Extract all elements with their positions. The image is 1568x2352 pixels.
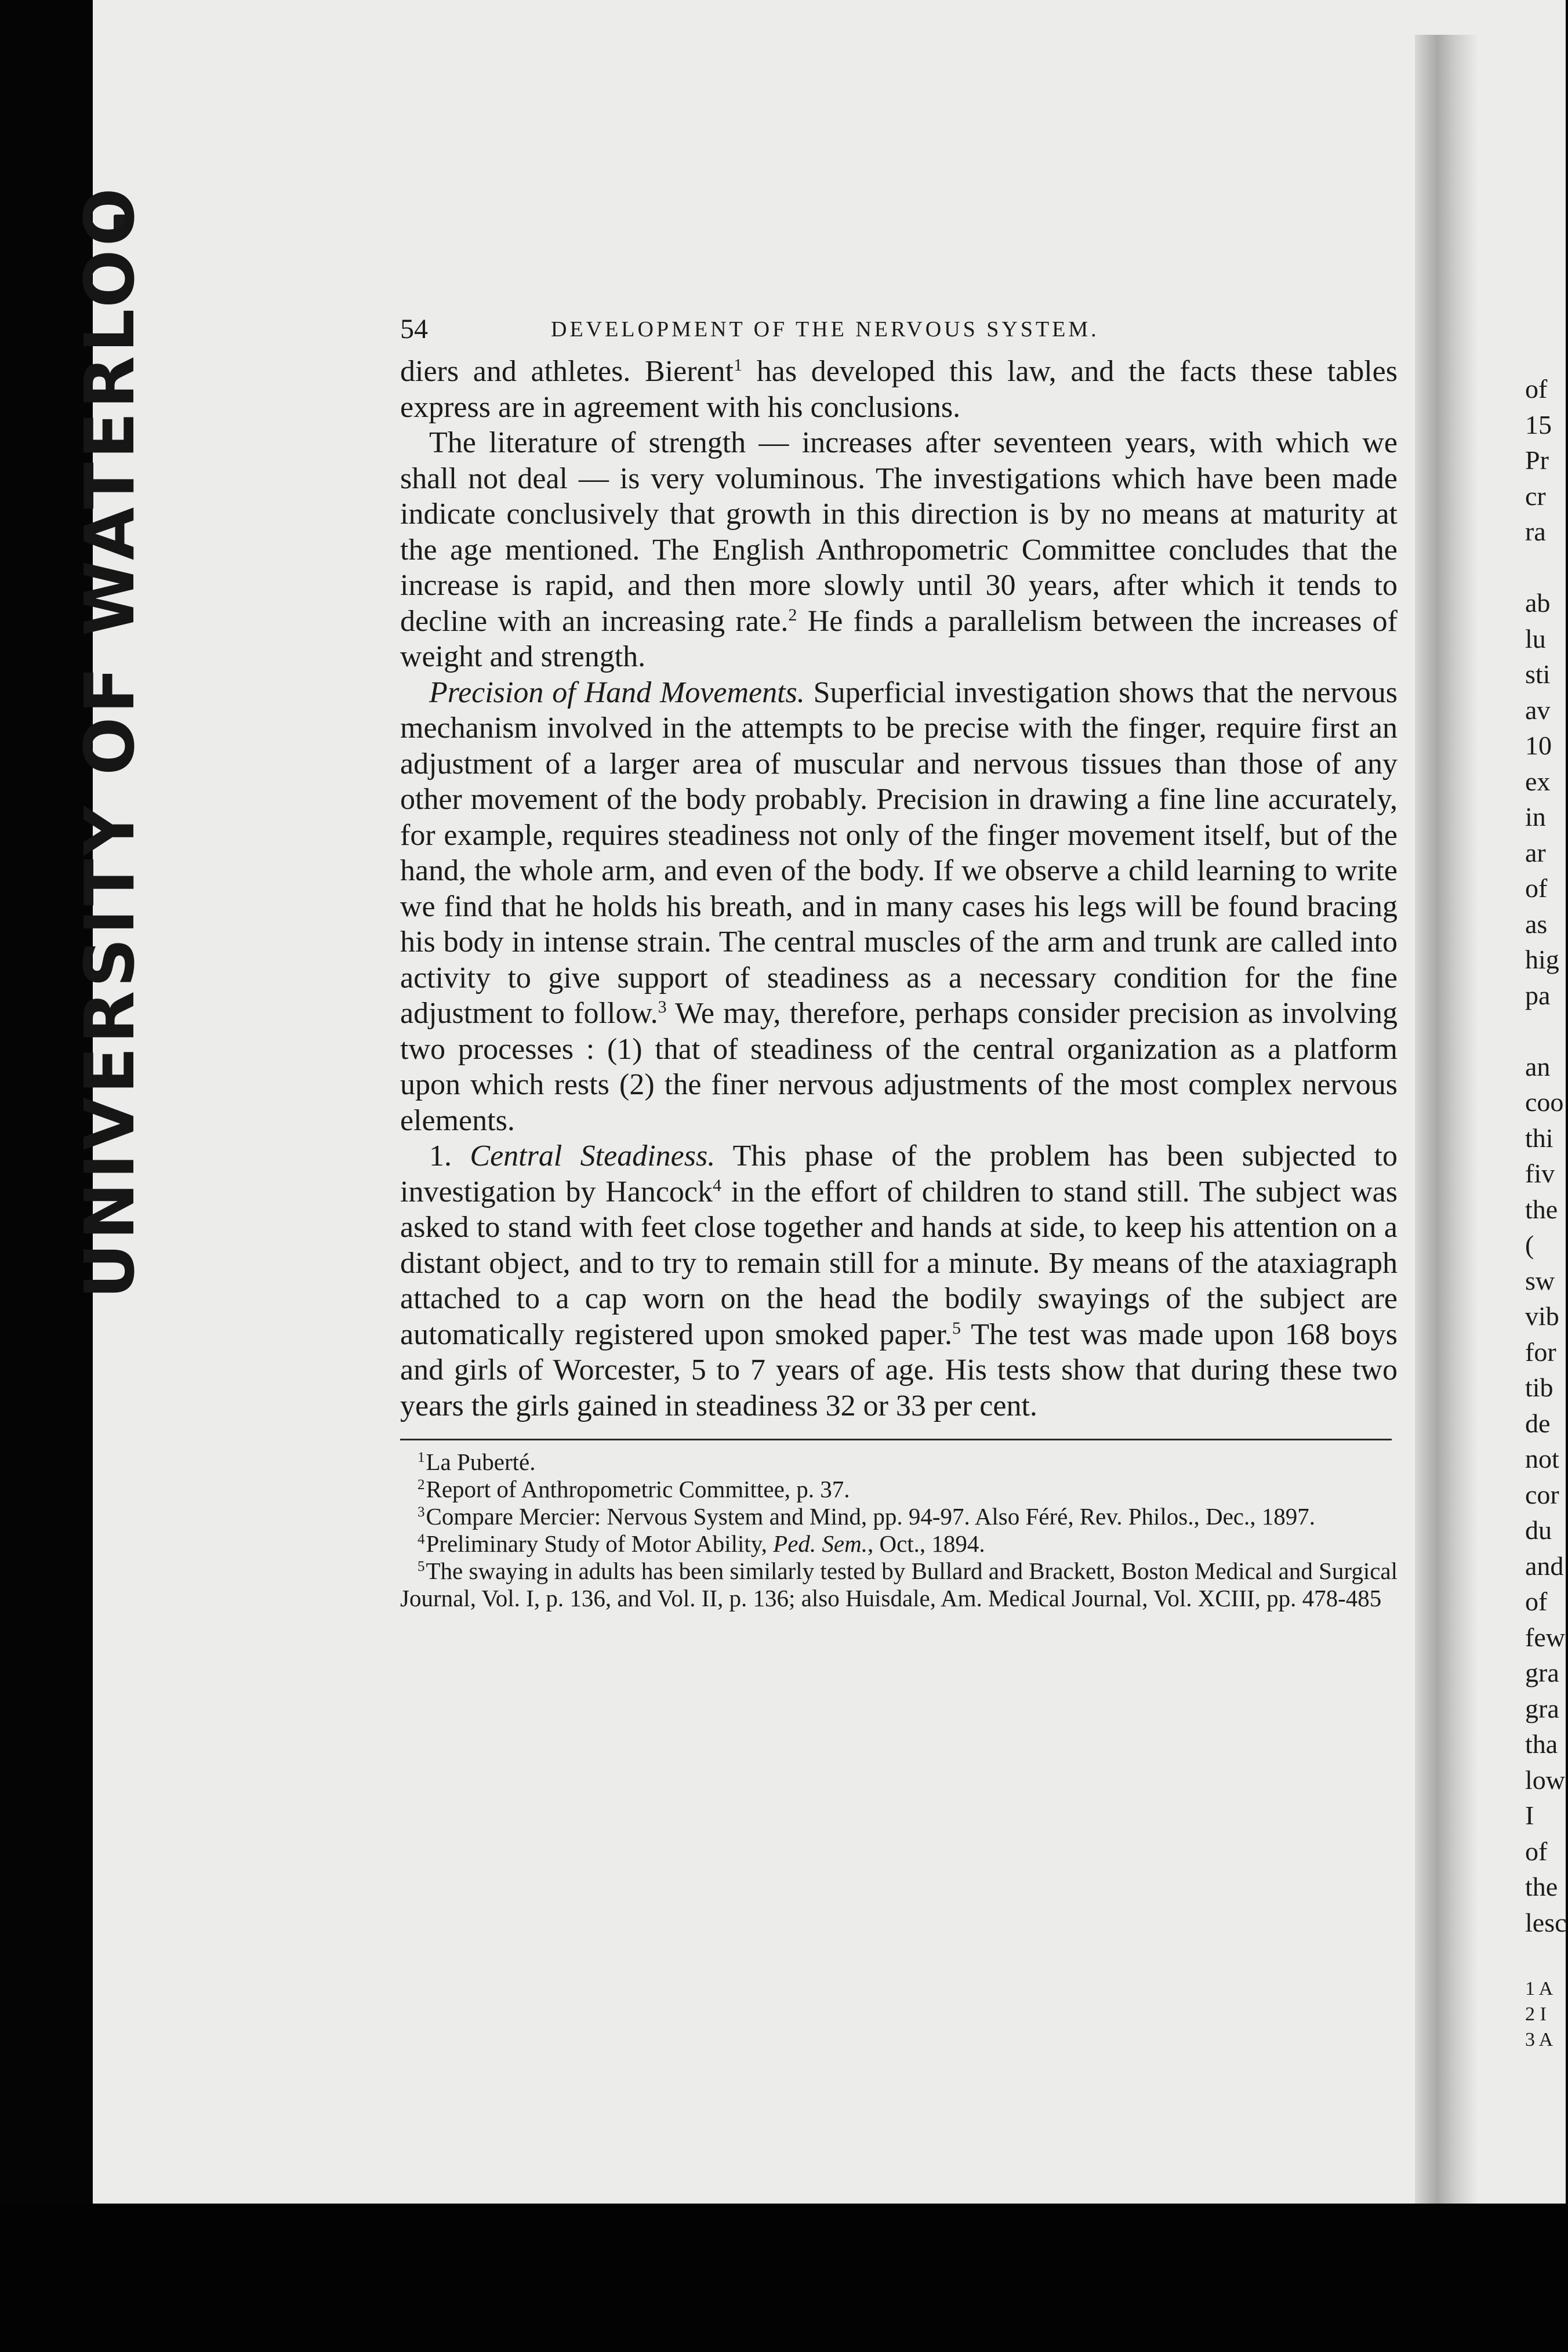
facing-page-fragment: vib	[1525, 1301, 1559, 1331]
facing-page-fragment: the	[1525, 1194, 1558, 1224]
footnote-text: La Puberté.	[426, 1449, 536, 1475]
page-column	[400, 313, 1398, 1612]
facing-page-fragment: sti	[1525, 659, 1551, 689]
footnote-text: Report of Anthropometric Committee, p. 37.	[426, 1476, 850, 1502]
paragraph-2	[400, 425, 1398, 675]
facing-page-fragment: fiv	[1525, 1159, 1555, 1188]
facing-page-fragment: 15	[1525, 409, 1552, 440]
section-heading: Central Steadiness.	[470, 1139, 716, 1173]
facing-page-fragment: hig	[1525, 945, 1559, 974]
facing-page-fragment: Pr	[1525, 445, 1549, 475]
footnote-text: Preliminary Study of Motor Ability,	[426, 1530, 774, 1557]
facing-page-fragment: ra	[1525, 517, 1546, 546]
facing-page-fragment: lu	[1525, 623, 1546, 654]
facing-page-fragment: of	[1525, 1587, 1548, 1616]
footnote-4	[400, 1530, 1398, 1558]
page-number: 54	[400, 314, 428, 344]
facing-page-fragment: few	[1525, 1622, 1565, 1652]
facing-page-fragment: du	[1525, 1515, 1552, 1545]
note-ref: 1	[734, 355, 743, 375]
facing-page-fragment: tha	[1525, 1729, 1558, 1759]
facing-page-footnote-fragment: 2 I	[1525, 2003, 1547, 2025]
scan-border	[0, 2204, 1568, 2352]
running-head	[400, 313, 1398, 354]
facing-page-fragment: lesc	[1525, 1907, 1567, 1937]
footnote-number: 2	[418, 1477, 425, 1493]
footnote-text: Compare Mercier: Nervous System and Mind, pp. 94-97. Also Féré, Rev. Philos., Dec., 1897.	[426, 1503, 1315, 1530]
note-ref: 5	[952, 1318, 961, 1338]
footnote-number: 3	[418, 1504, 425, 1520]
facing-page-fragment: of	[1525, 873, 1548, 903]
facing-page-fragment: an	[1525, 1051, 1551, 1081]
footnote-number: 1	[418, 1450, 425, 1465]
facing-page-fragment: cor	[1525, 1479, 1559, 1509]
text-run: The test was made upon 168 boys and girls of Worcester, 5 to 7 years of age. His tests show that during these two years the girls gained in steadiness 32 or 33 per cent.	[400, 1317, 1398, 1422]
facing-page-fragment: cr	[1525, 481, 1546, 511]
footnote-text: , Oct., 1894.	[867, 1530, 985, 1557]
footnote-3	[400, 1503, 1398, 1530]
footnote-number: 4	[418, 1531, 425, 1547]
facing-page-fragment: I	[1525, 1801, 1534, 1830]
facing-page-fragment: of	[1525, 1836, 1548, 1866]
footnote-5	[400, 1558, 1398, 1612]
facing-page-fragment: low	[1525, 1765, 1565, 1795]
note-ref: 2	[788, 605, 797, 625]
facing-page-fragment: as	[1525, 909, 1548, 939]
facing-page-fragment: of	[1525, 374, 1548, 404]
facing-page-fragment: (	[1525, 1230, 1534, 1260]
paragraph-4	[400, 1138, 1398, 1424]
facing-page-footnote-fragment: 1 A	[1525, 1977, 1554, 1999]
facing-page-fragment: pa	[1525, 980, 1551, 1010]
facing-page-fragment: in	[1525, 802, 1546, 832]
section-heading: Precision of Hand Movements.	[429, 676, 805, 709]
facing-page-fragment: de	[1525, 1408, 1551, 1438]
facing-page-fragment: sw	[1525, 1265, 1555, 1295]
journal-title: Ped. Sem.	[773, 1530, 868, 1557]
section-number: 1.	[429, 1139, 452, 1173]
facing-page-fragment	[1525, 1013, 1568, 1049]
note-ref: 4	[712, 1175, 721, 1195]
facing-page-fragment: ar	[1525, 837, 1546, 868]
facing-page-fragment: tib	[1525, 1373, 1554, 1402]
facing-page-fragment: and	[1525, 1551, 1564, 1581]
facing-page-fragment: coo	[1525, 1087, 1564, 1117]
facing-page-fragment: ab	[1525, 588, 1551, 618]
facing-page-spacer	[1525, 1940, 1568, 1976]
text-run: The literature of strength — increases after seventeen years, with which we shall not deal — is very voluminous. The investigations which have been made indicate conclusively that growth in this direction is by no means at maturity at the age mentioned. The English Anthropometric Committee concludes that the increase is rapid, and then more slowly until 30 years, after which it tends to decline with an increasing rate.	[400, 426, 1398, 638]
facing-page-fragment: av	[1525, 695, 1551, 725]
paragraph-1	[400, 354, 1398, 425]
facing-page-fragment	[1525, 550, 1568, 586]
text-run: diers and athletes. Bierent	[400, 355, 734, 388]
text-run: He finds a parallelism between the increases of weight and strength.	[400, 604, 1398, 673]
footnote-1	[400, 1449, 1398, 1476]
text-run: This phase of the problem has been subjected to investigation by Hancock	[400, 1139, 1398, 1208]
footnote-rule	[400, 1439, 1392, 1440]
text-run: We may, therefore, perhaps consider precision as involving two processes : (1) that of steadiness of the central organization as a platform upon which rests (2) the finer nervous adjustments of the most complex nervous elements.	[400, 997, 1398, 1137]
facing-page-fragment: ex	[1525, 766, 1551, 796]
facing-page-fragment: gra	[1525, 1658, 1559, 1687]
facing-page-fragment: 10	[1525, 731, 1552, 760]
paragraph-3	[400, 675, 1398, 1139]
note-ref: 3	[658, 997, 667, 1017]
facing-page-fragment: for	[1525, 1337, 1556, 1367]
facing-page-fragment: the	[1525, 1872, 1558, 1901]
text-run: in the effort of children to stand still. The subject was asked to stand with feet close together and hands at side, to keep his attention on a distant object, and to try to remain still for a minute. By means of the ataxiagraph attached to a cap worn on the head the bodily swayings of the subject are automatically registered upon smoked paper.	[400, 1175, 1398, 1351]
facing-page-fragment: not	[1525, 1444, 1559, 1473]
body-text	[400, 354, 1398, 1424]
facing-page-fragment: gra	[1525, 1693, 1559, 1723]
text-run: has developed this law, and the facts these tables express are in agreement with his conclusions.	[400, 355, 1398, 424]
footnote-text: The swaying in adults has been similarly tested by Bullard and Brackett, Boston Medical and Surgical Journal, Vol. I, p. 136, and Vol. II, p. 136; also Huisdale, Am. Medical Journal, Vol. XCIII, pp. 478-485	[400, 1558, 1398, 1611]
footnote-number: 5	[418, 1559, 425, 1574]
facing-page-edge	[1525, 371, 1568, 2053]
library-stamp: UNIVERSITY OF WATERLOO	[70, 184, 150, 1299]
text-run: Superficial investigation shows that the nervous mechanism involved in the attempts to be precise with the finger, require first an adjustment of a larger area of muscular and nervous tissues than those of any other movement of the body probably. Precision in drawing a fine line accurately, for example, requires steadiness not only of the finger movement itself, but of the hand, the whole arm, and even of the body. If we observe a child learning to write we find that he holds his breath, and in many cases his legs will be found bracing his body in intense strain. The central muscles of the arm and trunk are called into activity to give support of steadiness as a necessary condition for the fine adjustment to follow.	[400, 676, 1398, 1030]
book-gutter	[1415, 35, 1479, 2204]
running-title: DEVELOPMENT OF THE NERVOUS SYSTEM.	[551, 317, 1099, 342]
facing-page-fragment: thi	[1525, 1123, 1554, 1153]
footnote-2	[400, 1476, 1398, 1503]
footnotes	[400, 1449, 1398, 1612]
facing-page-footnote-fragment: 3 A	[1525, 2028, 1554, 2050]
